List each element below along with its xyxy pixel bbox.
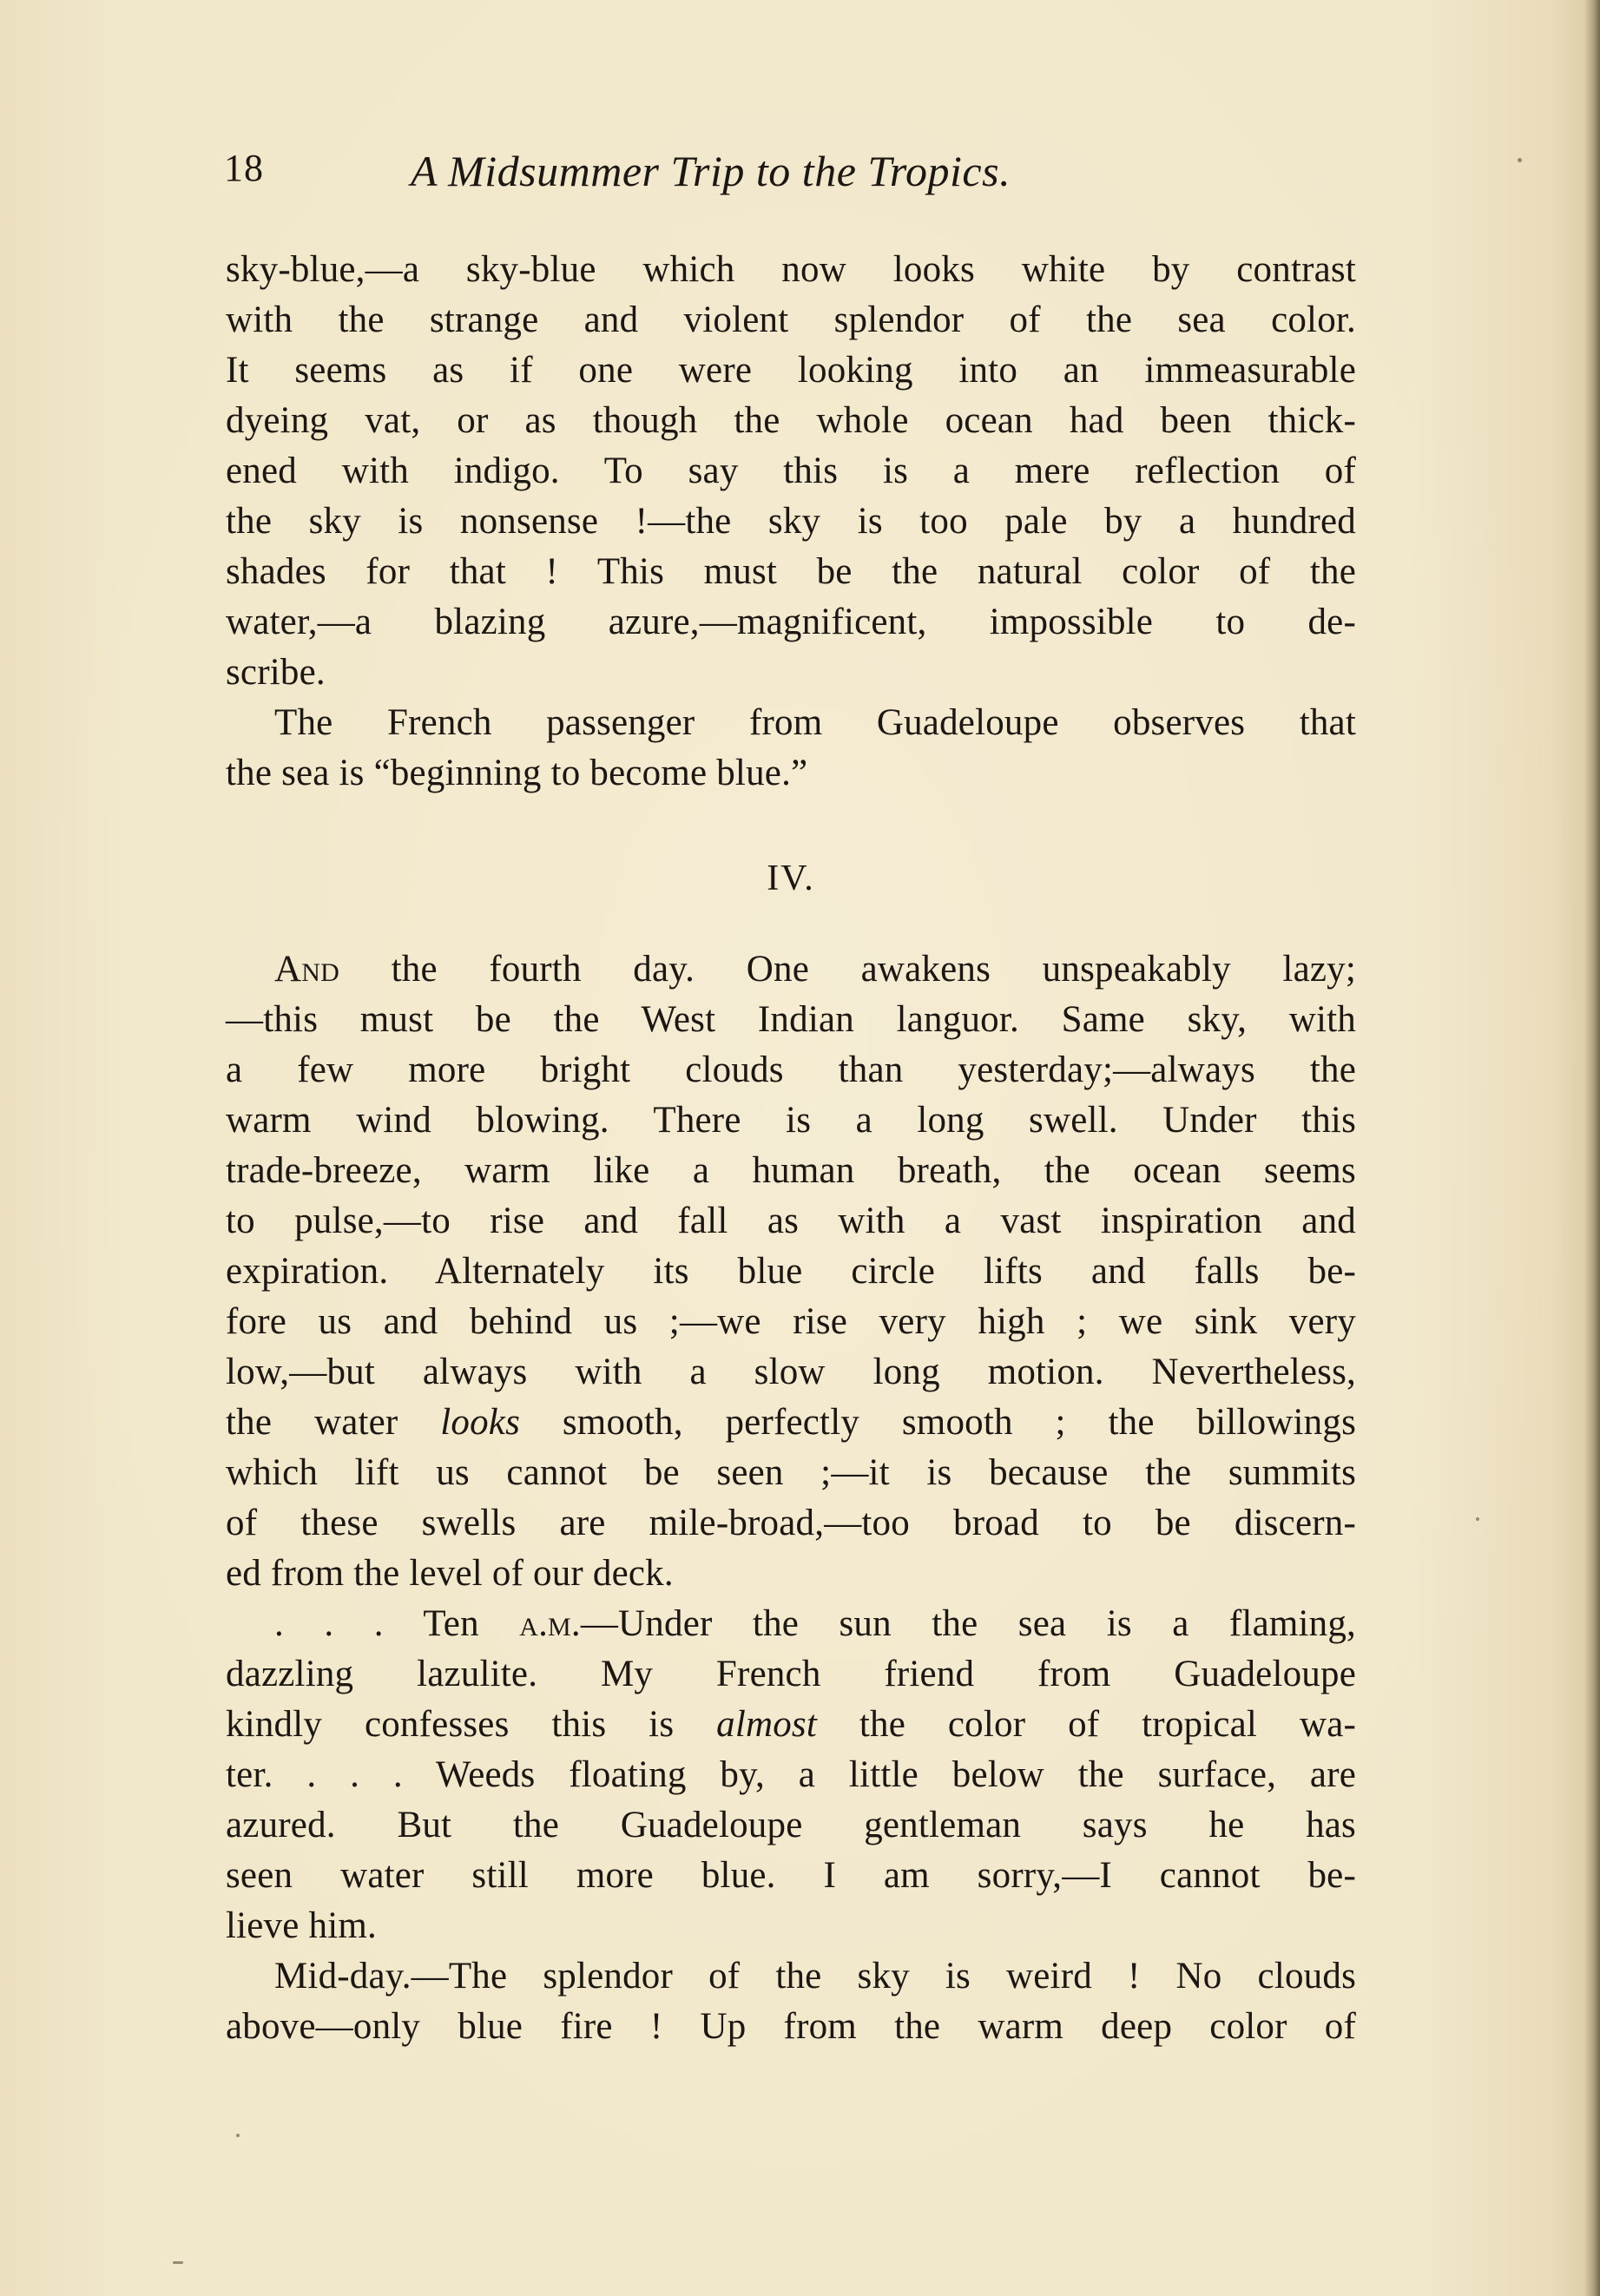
text-line: shades for that ! This must be the natural color of the <box>226 551 1356 592</box>
text-line: ened with indigo. To say this is a mere reflection of <box>226 451 1356 491</box>
paragraph <box>226 944 1356 1599</box>
paragraph <box>226 1951 1356 2052</box>
paragraph-continuation <box>226 245 1356 698</box>
text-line: azured. But the Guadeloupe gentleman says he has <box>226 1805 1356 1845</box>
text-line: dazzling lazulite. My French friend from Guadeloupe <box>226 1654 1356 1694</box>
paragraph <box>226 1599 1356 1951</box>
text-line: trade-breeze, warm like a human breath, the ocean seems <box>226 1150 1356 1191</box>
text-line: the sky is nonsense !—the sky is too pale by a hundred <box>226 501 1356 542</box>
text-line: a few more bright clouds than yesterday;—always the <box>226 1049 1356 1090</box>
text-run: smooth, perfectly smooth ; the billowings <box>520 1402 1356 1443</box>
text-line <box>226 1398 1356 1448</box>
paper-speck <box>1476 1517 1479 1521</box>
running-title: A Midsummer Trip to the Tropics. <box>411 147 1011 195</box>
text-line <box>226 1700 1356 1750</box>
text-line: fore us and behind us ;—we rise very high ; we sink very <box>226 1301 1356 1342</box>
text-line: which lift us cannot be seen ;—it is because the summits <box>226 1452 1356 1493</box>
text-run: —Under the sun the sea is a flaming, <box>580 1603 1356 1644</box>
section-heading: IV. <box>767 859 815 898</box>
text-line: The French passenger from Guadeloupe observes that <box>274 702 1356 743</box>
italic-word: almost <box>716 1704 818 1745</box>
text-run: the water <box>226 1402 441 1443</box>
text-line: expiration. Alternately its blue circle lifts and falls be- <box>226 1251 1356 1292</box>
small-caps-word: And <box>274 949 339 990</box>
text-run: . . . Ten <box>274 1603 520 1644</box>
text-line: above—only blue fire ! Up from the warm deep color of <box>226 2006 1356 2047</box>
spacer <box>226 910 1356 944</box>
text-line: —this must be the West Indian languor. Same sky, with <box>226 999 1356 1040</box>
text-line: low,—but always with a slow long motion. Nevertheless, <box>226 1352 1356 1392</box>
text-line: warm wind blowing. There is a long swell. Under this <box>226 1100 1356 1141</box>
text-line: lieve him. <box>226 1905 377 1946</box>
text-line: It seems as if one were looking into an immeasurable <box>226 350 1356 391</box>
page-number: 18 <box>224 147 264 189</box>
italic-word: looks <box>440 1402 521 1443</box>
spacer <box>226 799 1356 847</box>
text-line: of these swells are mile-broad,—too broad to be discern- <box>226 1503 1356 1543</box>
text-line: water,—a blazing azure,—magnificent, impossible to de- <box>226 602 1356 642</box>
running-header <box>224 146 1370 207</box>
small-caps-word: a.m. <box>519 1603 581 1644</box>
text-line: dyeing vat, or as though the whole ocean had been thick- <box>226 400 1356 441</box>
text-line: scribe. <box>226 652 326 693</box>
page-edge-shadow <box>1584 0 1600 2296</box>
text-line: sky-blue,—a sky-blue which now looks white by contrast <box>226 249 1356 290</box>
text-run: the fourth day. One awakens unspeakably lazy; <box>339 949 1356 990</box>
text-line: ter. . . . Weeds floating by, a little below the surface, are <box>226 1754 1356 1795</box>
text-run: the color of tropical wa- <box>817 1704 1356 1745</box>
text-run: kindly confesses this is <box>226 1704 717 1745</box>
paper-speck <box>1518 158 1522 162</box>
text-line: with the strange and violent splendor of the sea color. <box>226 299 1356 340</box>
body-text <box>226 245 1356 2052</box>
paper-speck <box>173 2261 183 2264</box>
text-line: the sea is “beginning to become blue.” <box>226 753 808 793</box>
text-line <box>226 944 1356 995</box>
text-line: Mid-day.—The splendor of the sky is weird ! No clouds <box>274 1956 1356 1997</box>
text-line: ed from the level of our deck. <box>226 1553 674 1594</box>
text-line: to pulse,—to rise and fall as with a vast inspiration and <box>226 1201 1356 1241</box>
paragraph <box>226 698 1356 799</box>
paper-speck <box>236 2134 240 2137</box>
text-line <box>226 1599 1356 1649</box>
text-line: seen water still more blue. I am sorry,—I cannot be- <box>226 1855 1356 1896</box>
